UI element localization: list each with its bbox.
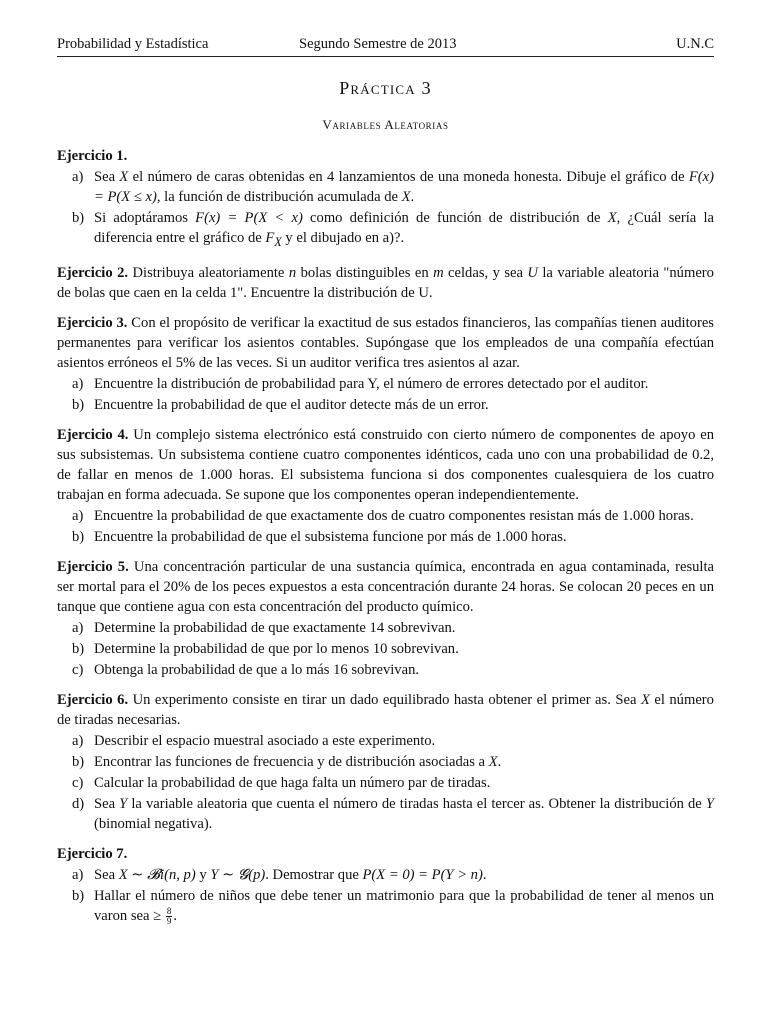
math-variable: X xyxy=(401,189,411,205)
header-course: Probabilidad y Estadística xyxy=(57,36,209,52)
item-marker: b) xyxy=(72,640,85,657)
math-variable: X xyxy=(640,691,650,708)
exercise-item xyxy=(57,886,714,926)
item-text: Describir el espacio muestral asociado a este experimento. xyxy=(94,732,436,749)
math-expression xyxy=(265,230,282,249)
item-marker: c) xyxy=(72,661,84,678)
item-text: Encuentre la probabilidad de que el subsistema funcione por más de 1.000 horas. xyxy=(94,528,567,545)
exercise-heading: Ejercicio 7. xyxy=(57,845,128,862)
exercise-item xyxy=(57,773,714,793)
math-variable: F xyxy=(265,230,275,246)
math-variable: X xyxy=(607,210,617,226)
item-marker: a) xyxy=(72,507,84,524)
item-text: Sea xyxy=(94,795,116,812)
math-expression: Y ∼ 𝓖(p) xyxy=(210,866,266,883)
exercise-item xyxy=(57,794,714,834)
header-university: U.N.C xyxy=(676,36,714,52)
exercise-item xyxy=(57,660,714,680)
item-text: , la función de distribución acumulada de xyxy=(156,189,398,205)
exercise-1 xyxy=(57,146,714,252)
item-text: Encuentre la probabilidad de que exactamente dos de cuatro componentes resistan más de 1.000 horas. xyxy=(94,507,694,524)
exercise-heading: Ejercicio 2. xyxy=(57,264,129,281)
exercise-3 xyxy=(57,313,714,415)
body-text: celdas, y sea xyxy=(448,264,523,281)
header-rule xyxy=(57,56,714,57)
item-marker: a) xyxy=(72,732,84,749)
math-expression: X ∼ 𝓑i(n, p) xyxy=(118,866,196,883)
body-text: Con el propósito de verificar la exactitud de sus estados financieros, las compañías tienen auditores permanentes para verificar los asientos contables. Supóngase que los empleados de una compañía efectúan asientos erróneos el 5% de las veces. Si un auditor verifica tres asientos al azar. xyxy=(57,314,714,371)
item-marker: b) xyxy=(72,210,85,226)
exercise-item xyxy=(57,506,714,526)
exercise-body xyxy=(57,313,714,373)
exercise-item xyxy=(57,618,714,638)
exercise-item xyxy=(57,865,714,885)
exercise-items xyxy=(57,374,714,415)
item-text: , ¿Cuál sería la diferencia entre el gráfico de xyxy=(94,210,715,246)
math-expression: F(x) = P(X < x) xyxy=(195,210,303,226)
exercise-item xyxy=(57,752,714,772)
item-text: Sea xyxy=(94,169,116,185)
item-marker: a) xyxy=(72,375,84,392)
item-marker: b) xyxy=(72,887,85,904)
exercise-item xyxy=(57,208,714,252)
math-expression: P(X = 0) = P(Y > n) xyxy=(362,866,483,883)
item-marker: b) xyxy=(72,396,85,413)
item-marker: a) xyxy=(72,866,84,883)
item-marker: b) xyxy=(72,528,85,545)
item-text: . xyxy=(497,753,502,770)
math-variable: X xyxy=(119,169,129,185)
item-marker: a) xyxy=(72,619,84,636)
body-text: el número de tiradas necesarias. xyxy=(57,691,714,728)
item-text: (binomial negativa). xyxy=(94,815,213,832)
exercise-item xyxy=(57,527,714,547)
item-text: Encuentre la probabilidad de que el auditor detecte más de un error. xyxy=(94,396,489,413)
math-expression: F(x) = P(X ≤ x) xyxy=(94,169,715,205)
exercise-2 xyxy=(57,263,714,303)
page-subtitle: Variables Aleatorias xyxy=(322,117,449,132)
item-text: Obtenga la probabilidad de que a lo más 16 sobrevivan. xyxy=(94,661,420,678)
running-header xyxy=(57,34,714,56)
document-page xyxy=(57,0,714,1024)
item-text: la variable aleatoria que cuenta el número de tiradas hasta el tercer as. Obtener la distribución de xyxy=(131,795,702,812)
header-semester: Segundo Semestre de 2013 xyxy=(299,36,457,52)
exercise-item xyxy=(57,395,714,415)
item-marker: c) xyxy=(72,774,84,791)
item-text: Hallar el número de niños que debe tener un matrimonio para que la probabilidad de tener al menos un varon sea ≥ xyxy=(94,887,714,924)
item-text: . xyxy=(173,907,177,924)
math-subscript: X xyxy=(274,234,282,249)
math-variable: m xyxy=(433,264,444,281)
fraction-numerator: 8 xyxy=(166,906,172,917)
exercise-list xyxy=(57,146,714,936)
exercise-body xyxy=(57,557,714,617)
exercise-heading: Ejercicio 5. xyxy=(57,558,129,575)
exercise-item xyxy=(57,167,714,207)
item-text: . xyxy=(482,866,487,883)
exercise-items xyxy=(57,506,714,547)
math-variable: X xyxy=(488,753,498,770)
exercise-heading: Ejercicio 3. xyxy=(57,314,128,331)
item-text: como definición de función de distribución de xyxy=(310,210,601,226)
item-text: . Demostrar que xyxy=(265,866,359,883)
math-variable: Y xyxy=(119,795,128,812)
fraction xyxy=(166,907,173,926)
item-text: Encontrar las funciones de frecuencia y de distribución asociadas a xyxy=(94,753,486,770)
item-text: Encuentre la distribución de probabilidad para Y, el número de errores detectado por el auditor. xyxy=(94,375,649,392)
exercise-6 xyxy=(57,690,714,834)
exercise-body xyxy=(57,263,714,303)
math-variable: n xyxy=(288,264,297,281)
exercise-5 xyxy=(57,557,714,680)
exercise-items xyxy=(57,167,714,252)
exercise-items xyxy=(57,731,714,834)
item-text: el número de caras obtenidas en 4 lanzamientos de una moneda honesta. Dibuje el gráfico de xyxy=(132,169,685,185)
item-text: Sea xyxy=(94,866,116,883)
exercise-7 xyxy=(57,844,714,926)
item-marker: b) xyxy=(72,753,85,770)
page-title: Práctica 3 xyxy=(339,78,432,98)
body-text: Distribuya aleatoriamente xyxy=(132,264,285,281)
item-text: Si adoptáramos xyxy=(94,210,188,226)
exercise-items xyxy=(57,618,714,680)
exercise-items xyxy=(57,865,714,926)
exercise-heading: Ejercicio 4. xyxy=(57,426,129,443)
exercise-item xyxy=(57,374,714,394)
exercise-4 xyxy=(57,425,714,547)
math-variable: Y xyxy=(705,795,714,812)
exercise-item xyxy=(57,639,714,659)
math-variable: U xyxy=(527,264,538,281)
body-text: Un complejo sistema electrónico está construido con cierto número de componentes de apoyo en sus subsistemas. Un subsistema contiene cuatro componentes idénticos, cada uno con una probabilidad de 0.2, de fallar en menos de 1.000 horas. El subsistema funciona si dos componentes cualesquiera de los cuatro trabajan en forma adecuada. Se supone que los componentes operan independientemente. xyxy=(57,426,714,503)
item-text: Determine la probabilidad de que exactamente 14 sobrevivan. xyxy=(94,619,456,636)
body-text: la variable aleatoria "número de bolas que caen en la celda 1". Encuentre la distribución de U. xyxy=(57,264,714,301)
fraction-denominator: 9 xyxy=(166,916,172,927)
exercise-body xyxy=(57,425,714,505)
exercise-item xyxy=(57,731,714,751)
item-text: y el dibujado en a)?. xyxy=(285,230,405,246)
body-text: Una concentración particular de una sustancia química, encontrada en agua contaminada, resulta ser mortal para el 20% de los peces expuestos a esta concentración durante 24 horas. Se colocan 20 peces en un tanque que contiene agua con esta concentración del producto químico. xyxy=(57,558,715,615)
item-marker: a) xyxy=(72,169,84,185)
item-text: . xyxy=(410,189,415,205)
exercise-heading: Ejercicio 1. xyxy=(57,148,128,164)
item-text: Determine la probabilidad de que por lo menos 10 sobrevivan. xyxy=(94,640,459,657)
body-text: bolas distinguibles en xyxy=(300,264,429,281)
item-marker: d) xyxy=(72,795,85,812)
item-text: y xyxy=(199,866,207,883)
exercise-body xyxy=(57,690,714,730)
body-text: Un experimento consiste en tirar un dado equilibrado hasta obtener el primer as. Sea xyxy=(132,691,637,708)
item-text: Calcular la probabilidad de que haga falta un número par de tiradas. xyxy=(94,774,491,791)
exercise-heading: Ejercicio 6. xyxy=(57,691,129,708)
